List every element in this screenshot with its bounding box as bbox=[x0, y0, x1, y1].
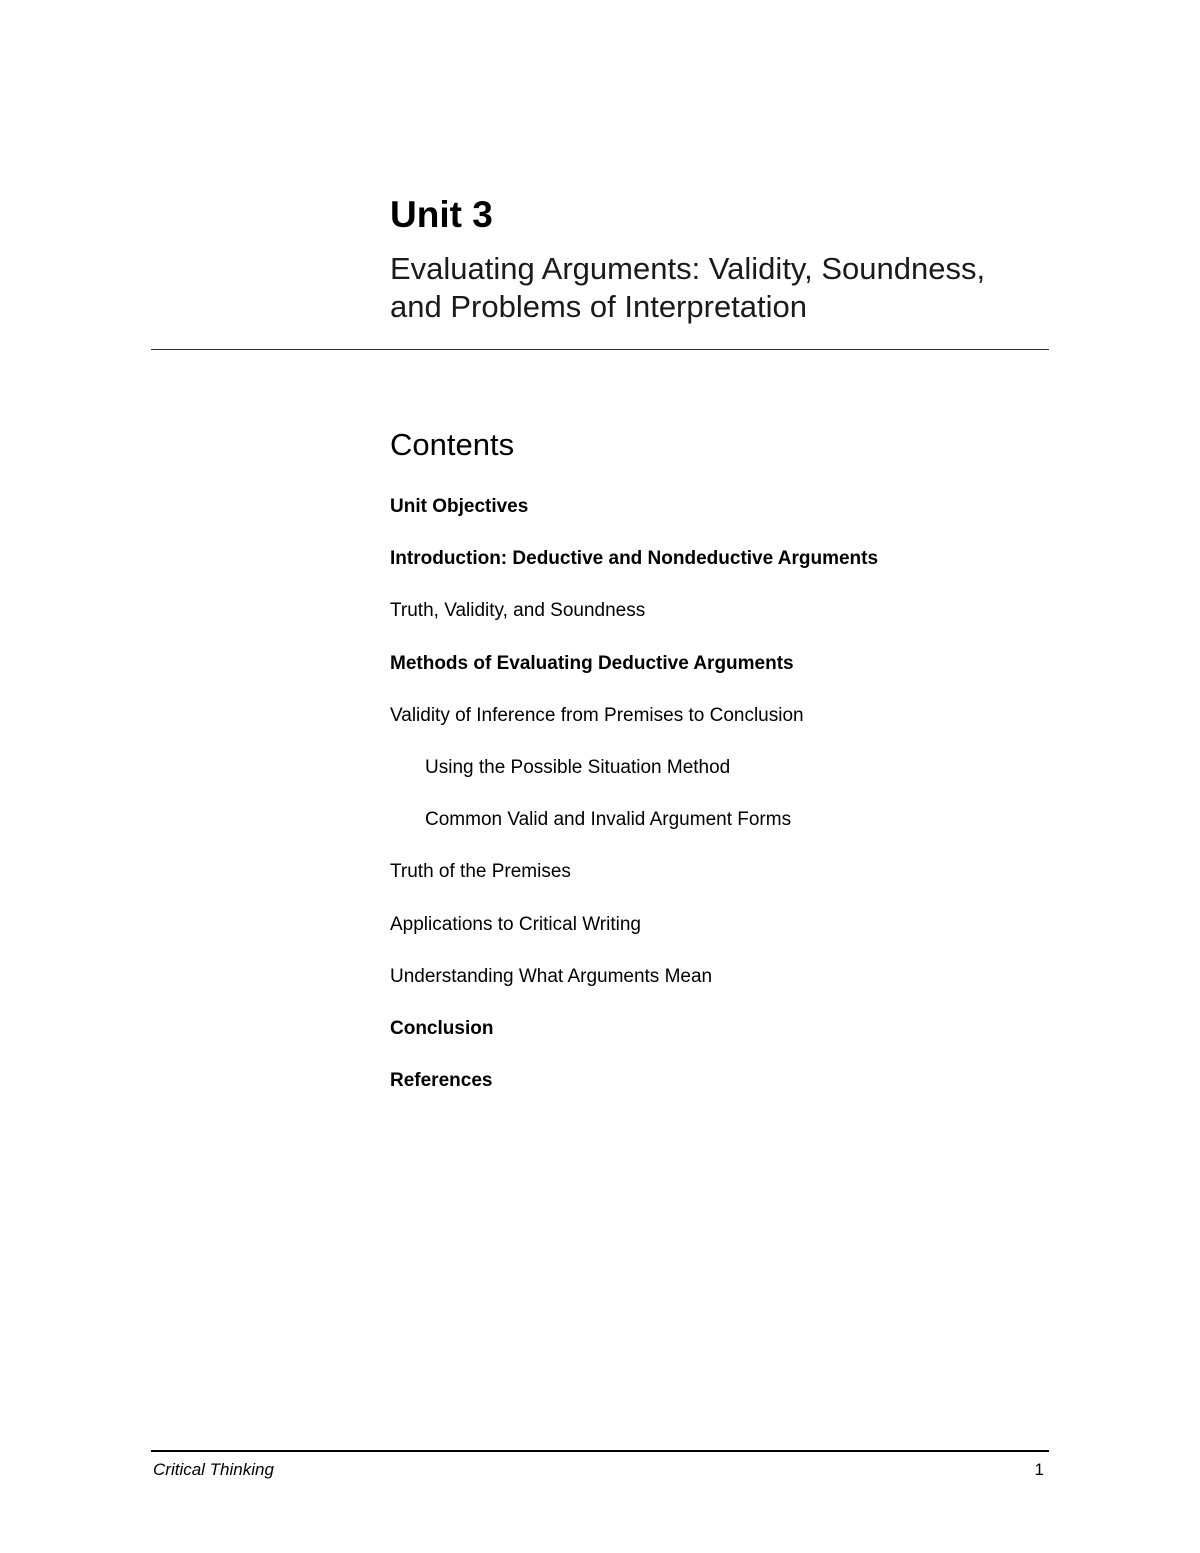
toc-item-conclusion[interactable]: Conclusion bbox=[390, 1017, 494, 1039]
contents-heading: Contents bbox=[390, 427, 515, 462]
toc-item-validity-of-inference[interactable]: Validity of Inference from Premises to Conclusion bbox=[390, 704, 804, 726]
toc-item-introduction[interactable]: Introduction: Deductive and Nondeductive Arguments bbox=[390, 548, 879, 570]
toc-item-understanding-arguments[interactable]: Understanding What Arguments Mean bbox=[390, 965, 713, 987]
toc-item-truth-of-premises[interactable]: Truth of the Premises bbox=[390, 861, 571, 883]
unit-title: Unit 3 bbox=[390, 194, 493, 235]
unit-subtitle bbox=[390, 250, 1070, 326]
toc-item-argument-forms[interactable]: Common Valid and Invalid Argument Forms bbox=[425, 809, 792, 831]
toc-item-references[interactable]: References bbox=[390, 1070, 493, 1092]
header-divider bbox=[151, 349, 1049, 350]
table-of-contents bbox=[390, 494, 878, 1120]
toc-item-methods-of-evaluating[interactable]: Methods of Evaluating Deductive Arguments bbox=[390, 652, 794, 674]
footer-course-name: Critical Thinking bbox=[153, 1460, 274, 1479]
toc-item-truth-validity-soundness[interactable]: Truth, Validity, and Soundness bbox=[390, 600, 646, 622]
footer-page-number: 1 bbox=[1034, 1460, 1044, 1479]
toc-item-possible-situation-method[interactable]: Using the Possible Situation Method bbox=[425, 756, 731, 778]
footer-divider bbox=[151, 1450, 1049, 1452]
unit-subtitle-line-2: and Problems of Interpretation bbox=[390, 289, 808, 324]
toc-item-unit-objectives[interactable]: Unit Objectives bbox=[390, 496, 529, 517]
unit-subtitle-line-1: Evaluating Arguments: Validity, Soundness, bbox=[390, 251, 986, 286]
toc-item-applications-critical-writing[interactable]: Applications to Critical Writing bbox=[390, 913, 641, 935]
